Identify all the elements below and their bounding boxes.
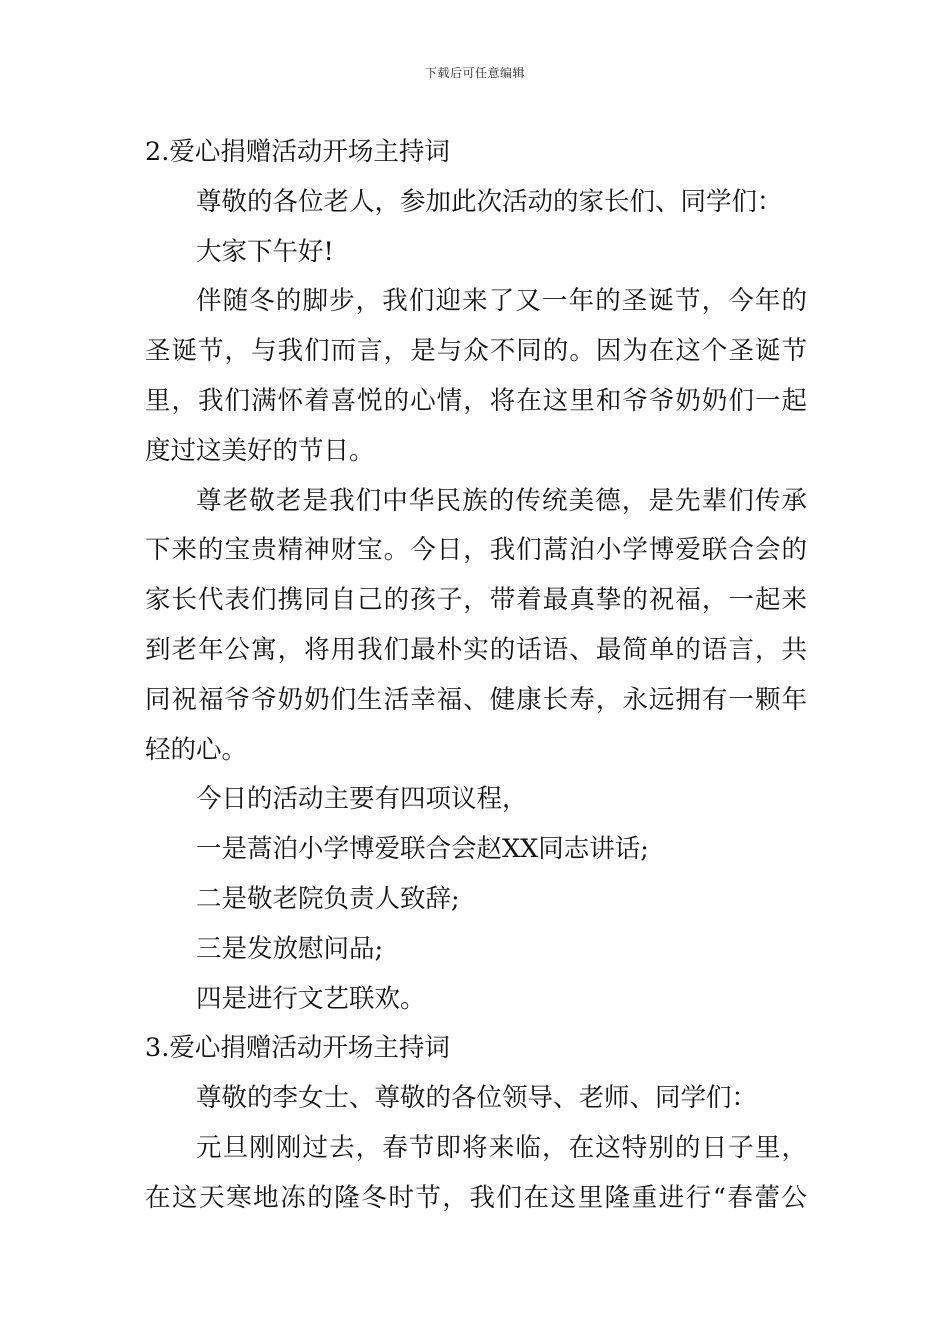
document-body [145, 128, 807, 1224]
section-2-para-1-line: 里，我们满怀着喜悦的心情，将在这里和爷爷奶奶们一起 [145, 385, 807, 416]
section-2-para-2-line: 到老年公寓，将用我们最朴实的话语、最简单的语言，共 [145, 634, 807, 665]
section-2-greeting: 尊敬的各位老人，参加此次活动的家长们、同学们： [196, 186, 783, 217]
section-2-para-2-line: 轻的心。 [145, 734, 248, 765]
section-2-agenda-item: 三是发放慰问品; [196, 933, 384, 964]
section-3-para-1-line: 在这天寒地冻的隆冬时节，我们在这里隆重进行“春蕾公 [145, 1182, 807, 1213]
section-2-hello: 大家下午好! [196, 236, 334, 267]
section-2-agenda-item: 四是进行文艺联欢。 [196, 983, 426, 1014]
section-3-heading: 3.爱心捐赠活动开场主持词 [145, 1033, 450, 1064]
section-2-para-1-line: 度过这美好的节日。 [145, 435, 375, 466]
section-2-agenda-intro: 今日的活动主要有四项议程， [196, 784, 528, 815]
section-2-agenda-item: 一是蒿泊小学博爱联合会赵XX同志讲话; [196, 834, 649, 865]
section-2-heading: 2.爱心捐赠活动开场主持词 [145, 137, 450, 167]
section-2-para-2-line: 下来的宝贵精神财宝。今日，我们蒿泊小学博爱联合会的 [145, 535, 807, 566]
section-3-para-1-line: 元旦刚刚过去，春节即将来临，在这特别的日子里， [196, 1132, 807, 1163]
section-3-greeting: 尊敬的李女士、尊敬的各位领导、老师、同学们： [196, 1083, 758, 1114]
section-2-para-1-line: 伴随冬的脚步，我们迎来了又一年的圣诞节，今年的 [196, 286, 807, 317]
section-2-para-1-line: 圣诞节，与我们而言，是与众不同的。因为在这个圣诞节 [145, 336, 807, 367]
section-2-agenda-item: 二是敬老院负责人致辞; [196, 883, 460, 914]
section-2-para-2-line: 同祝福爷爷奶奶们生活幸福、健康长寿，永远拥有一颗年 [145, 684, 807, 715]
section-2-para-2-line: 尊老敬老是我们中华民族的传统美德，是先辈们传承 [196, 485, 807, 516]
page-header: 下载后可任意编辑 [424, 66, 525, 80]
section-2-para-2-line: 家长代表们携同自己的孩子，带着最真挚的祝福，一起来 [145, 585, 807, 616]
